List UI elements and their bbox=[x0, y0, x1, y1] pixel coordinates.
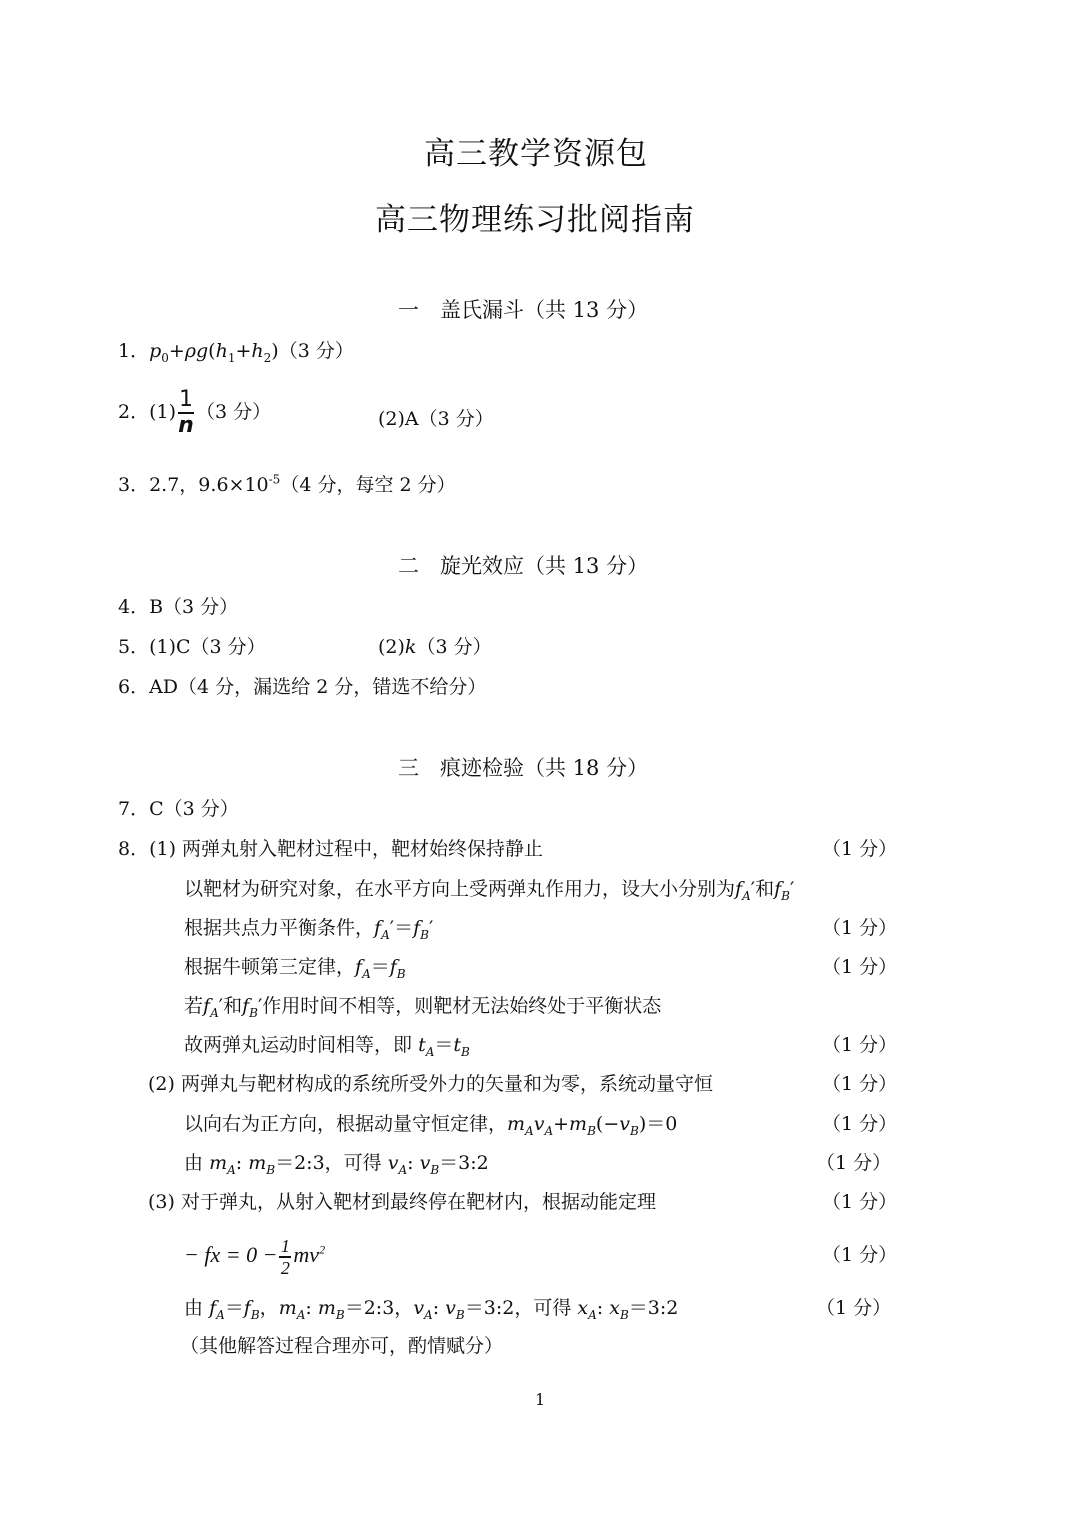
answer-5: 5．(1)C（3 分） bbox=[118, 636, 266, 658]
answer-8-line-7: (2) 两弹丸与靶材构成的系统所受外力的矢量和为零，系统动量守恒 bbox=[148, 1073, 713, 1095]
answer-6: 6．AD（4 分，漏选给 2 分，错选不给分） bbox=[118, 676, 487, 698]
answer-8-line-8: 以向右为正方向，根据动量守恒定律，$m_Av_A+m_B(-v_B)=0$ bbox=[184, 1113, 678, 1138]
answer-8-line-12: 由 $f_A=f_B$，$m_A$: $m_B=2:3$，$v_A$: $v_B=3:2$，可得 $x_A$: $x_B=3:2$ bbox=[184, 1297, 679, 1322]
score-mark: （1 分） bbox=[822, 1191, 898, 1213]
answer-8-line-2: 以靶材为研究对象，在水平方向上受两弹丸作用力，设大小分别为$f_A'$和$f_B'$ bbox=[184, 878, 795, 903]
answer-8-line-6: 故两弹丸运动时间相等，即 $t_A=t_B$ bbox=[184, 1034, 470, 1059]
page-number: 1 bbox=[535, 1390, 546, 1409]
score-mark: （1 分） bbox=[822, 1034, 898, 1056]
answer-2-part-2: (2)A（3 分） bbox=[378, 408, 494, 430]
score-mark: （1 分） bbox=[822, 956, 898, 978]
answer-5-part-2: (2)k（3 分） bbox=[378, 636, 492, 658]
score-mark: （1 分） bbox=[816, 1152, 892, 1174]
answer-4: 4．B（3 分） bbox=[118, 596, 239, 618]
score-mark: （1 分） bbox=[822, 1073, 898, 1095]
score-mark: （1 分） bbox=[822, 838, 898, 860]
answer-2: 2．(1) $\frac{1}{n}$ （3 分） bbox=[118, 387, 272, 438]
section-heading-1: 一 盖氏漏斗（共 13 分） bbox=[398, 298, 649, 322]
section-heading-3: 三 痕迹检验（共 18 分） bbox=[398, 756, 649, 780]
section-heading-2: 二 旋光效应（共 13 分） bbox=[398, 554, 649, 578]
answer-8-line-4: 根据牛顿第三定律，$f_A=f_B$ bbox=[184, 956, 406, 981]
score-mark: （1 分） bbox=[822, 917, 898, 939]
answer-1: 1．$p_0+\rho g(h_1+h_2)(3$ 分） bbox=[118, 340, 354, 365]
answer-7: 7．C（3 分） bbox=[118, 798, 239, 820]
answer-8-note: （其他解答过程合理亦可，酌情赋分） bbox=[180, 1335, 504, 1357]
answer-8-line-5: 若$f_A'$和$f_B'$作用时间不相等，则靶材无法始终处于平衡状态 bbox=[184, 995, 662, 1020]
kinetic-energy-equation: − fx = 0 − $\frac{1}{2}$ $mv^2$ bbox=[184, 1236, 326, 1278]
fraction-1-over-n: $\frac{1}{n}$ bbox=[178, 387, 194, 438]
answer-8-line-3: 根据共点力平衡条件，$f_A'=f_B'$ bbox=[184, 917, 434, 942]
answer-8-line-10: (3) 对于弹丸，从射入靶材到最终停在靶材内，根据动能定理 bbox=[148, 1191, 656, 1213]
document-title: 高三教学资源包 bbox=[424, 136, 648, 172]
score-mark: （1 分） bbox=[822, 1113, 898, 1135]
answer-3: 3．2.7，$9.6\times 10^{-5}(4$ 分，每空 2 分） bbox=[118, 472, 456, 496]
score-mark: （1 分） bbox=[822, 1244, 898, 1266]
score-mark: （1 分） bbox=[816, 1297, 892, 1319]
fraction-one-half: $\frac{1}{2}$ bbox=[280, 1236, 290, 1278]
document-subtitle: 高三物理练习批阅指南 bbox=[375, 202, 695, 238]
answer-8-line-1: 8．(1) 两弹丸射入靶材过程中，靶材始终保持静止 bbox=[118, 838, 544, 860]
answer-8-line-9: 由 $m_A$: $m_B=2:3$，可得 $v_A$: $v_B=3:2$ bbox=[184, 1152, 489, 1177]
